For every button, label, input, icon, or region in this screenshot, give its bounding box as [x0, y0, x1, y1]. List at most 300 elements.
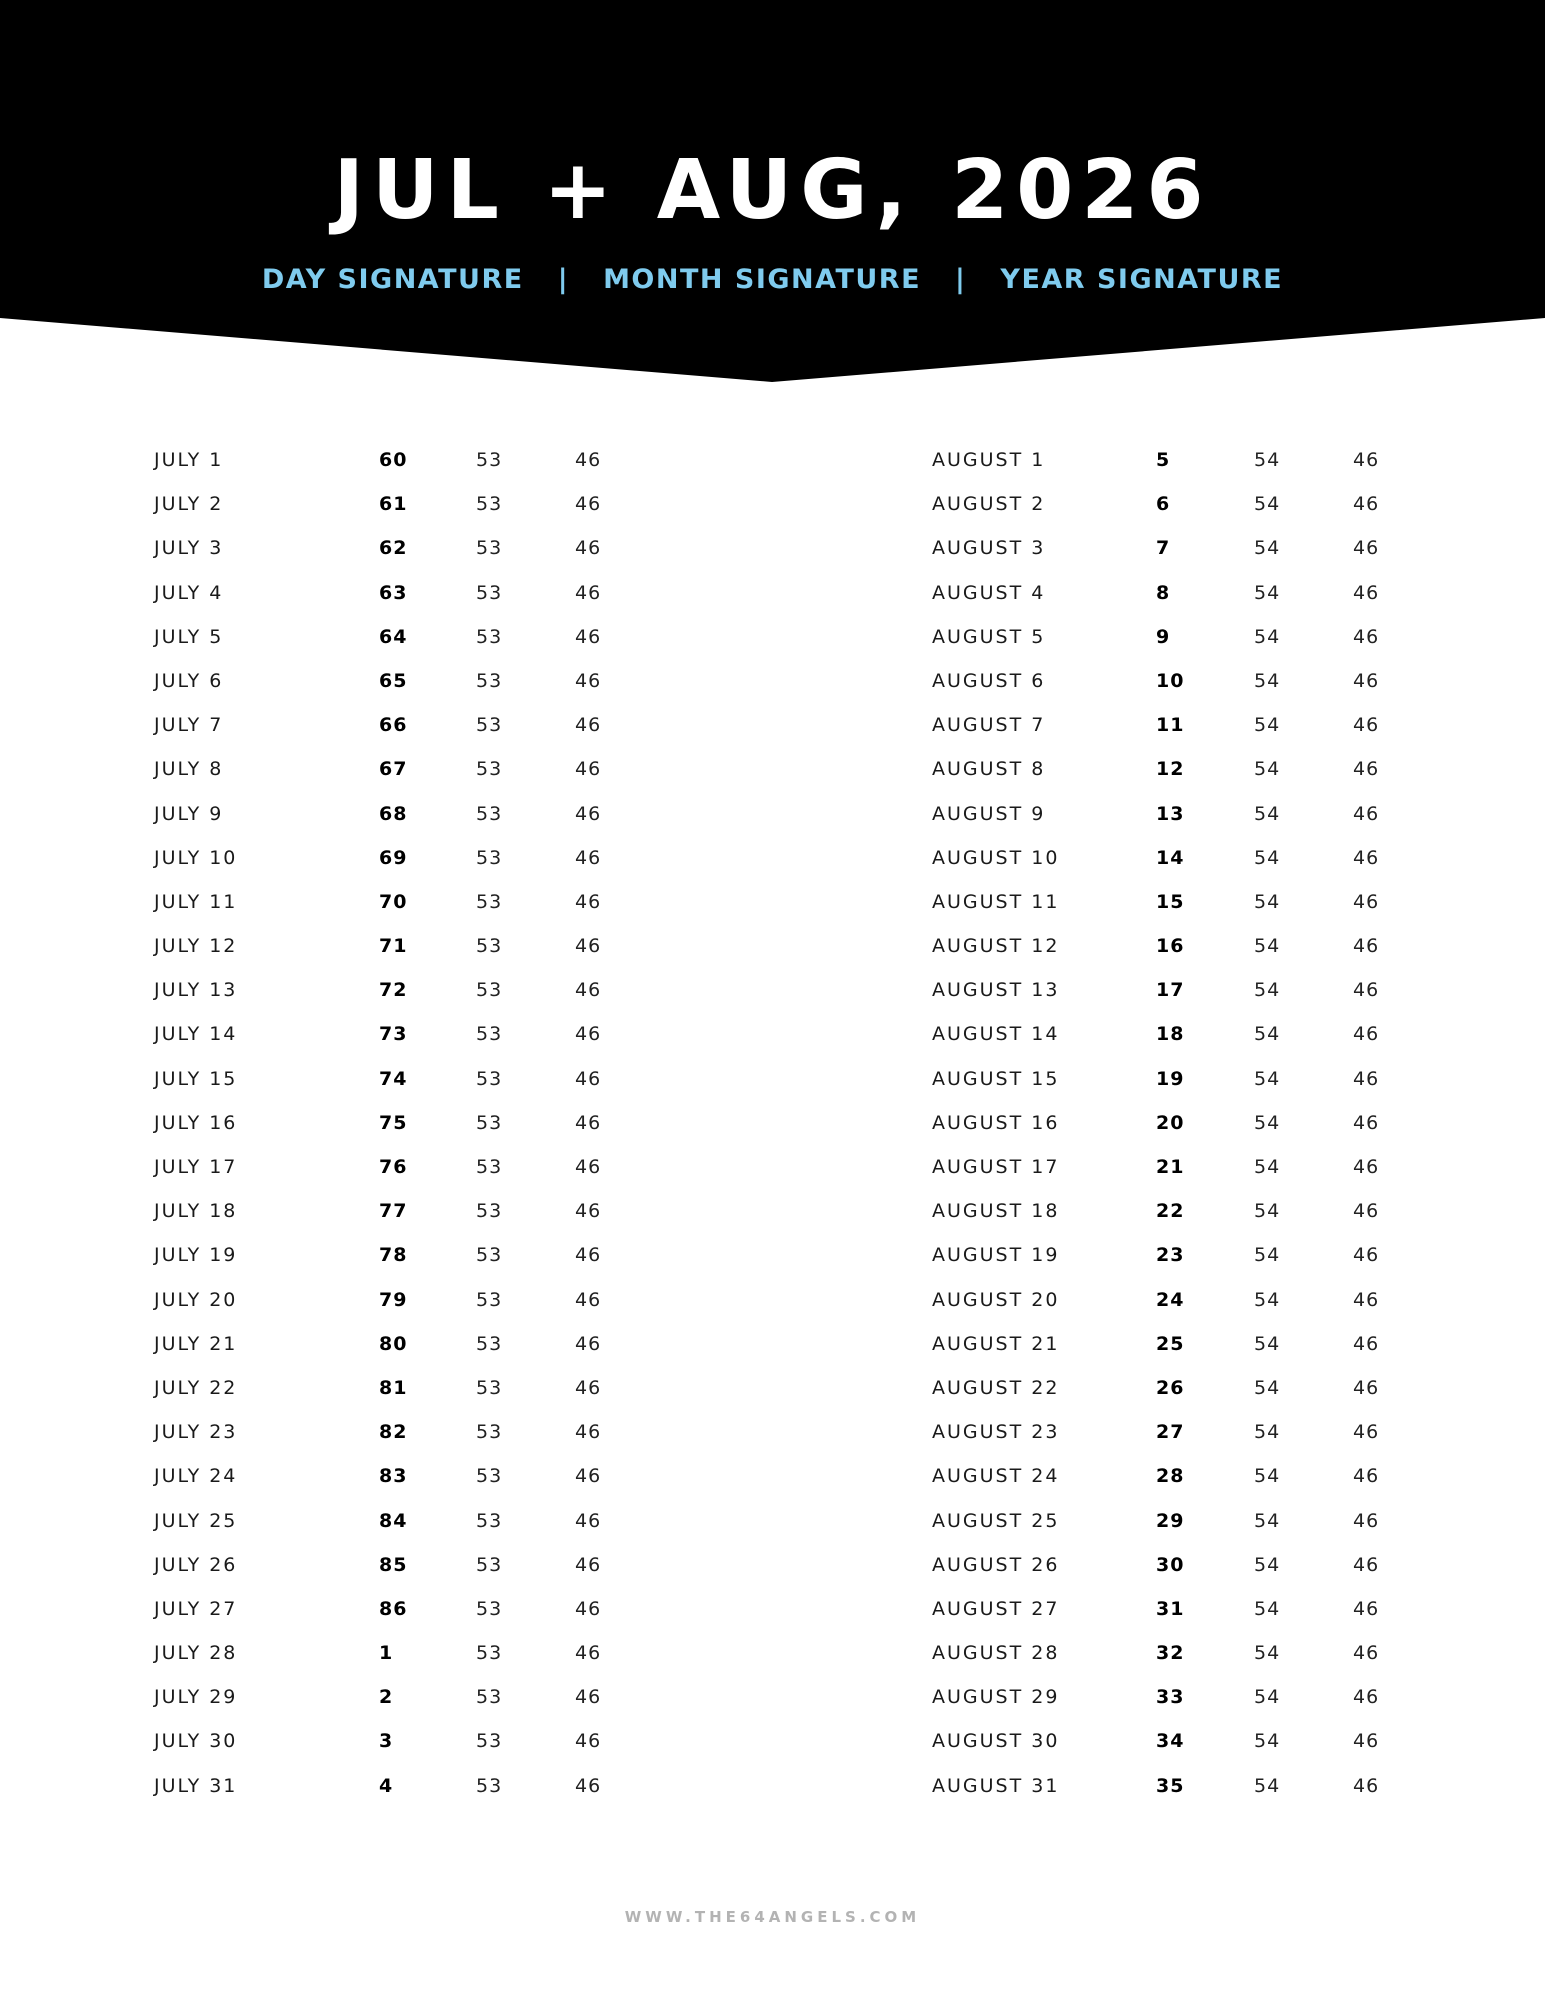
year-signature-value: 46	[1353, 890, 1380, 913]
day-signature-value: 24	[1156, 1288, 1185, 1311]
day-signature-value: 61	[379, 493, 408, 516]
table-row	[154, 1016, 794, 1060]
month-signature-value: 53	[476, 758, 503, 781]
date-label: JULY 25	[154, 1509, 238, 1532]
date-label: AUGUST 1	[932, 449, 1046, 471]
month-signature-value: 54	[1254, 1421, 1281, 1444]
date-label: JULY 28	[154, 1642, 238, 1665]
year-signature-value: 46	[1353, 1686, 1380, 1709]
year-signature-value: 46	[1353, 1774, 1380, 1797]
month-signature-value: 53	[476, 935, 503, 958]
day-signature-value: 32	[1156, 1642, 1185, 1665]
table-row	[154, 663, 794, 707]
table-row	[932, 575, 1545, 619]
year-signature-value: 46	[575, 449, 602, 471]
month-signature-value: 53	[476, 846, 503, 869]
year-signature-value: 46	[1353, 1332, 1380, 1355]
year-signature-value: 46	[575, 935, 602, 958]
day-signature-value: 13	[1156, 802, 1185, 825]
date-label: JULY 8	[154, 758, 224, 781]
date-label: AUGUST 22	[932, 1376, 1060, 1399]
month-signature-value: 53	[476, 1597, 503, 1620]
table-row	[154, 530, 794, 574]
year-signature-value: 46	[1353, 758, 1380, 781]
table-row	[154, 486, 794, 530]
date-label: JULY 2	[154, 493, 224, 516]
date-label: AUGUST 31	[932, 1774, 1060, 1797]
date-label: AUGUST 5	[932, 625, 1046, 648]
year-signature-value: 46	[1353, 1421, 1380, 1444]
legend-separator: |	[955, 264, 967, 295]
month-signature-value: 54	[1254, 1023, 1281, 1046]
day-signature-label: DAY SIGNATURE	[261, 264, 524, 295]
month-signature-value: 54	[1254, 1067, 1281, 1090]
year-signature-value: 46	[575, 846, 602, 869]
year-signature-value: 46	[1353, 625, 1380, 648]
month-signature-value: 53	[476, 1288, 503, 1311]
date-label: AUGUST 26	[932, 1553, 1060, 1576]
table-row	[154, 796, 794, 840]
date-label: JULY 19	[154, 1244, 238, 1267]
month-signature-value: 54	[1254, 1686, 1281, 1709]
table-row	[932, 1016, 1545, 1060]
month-signature-value: 53	[476, 1200, 503, 1223]
month-signature-value: 53	[476, 493, 503, 516]
table-row	[154, 1458, 794, 1502]
date-label: AUGUST 23	[932, 1421, 1060, 1444]
month-signature-value: 54	[1254, 1288, 1281, 1311]
year-signature-value: 46	[575, 1509, 602, 1532]
day-signature-value: 80	[379, 1332, 408, 1355]
date-label: AUGUST 7	[932, 714, 1046, 737]
table-row	[932, 619, 1545, 663]
day-signature-value: 6	[1156, 493, 1171, 516]
day-signature-value: 27	[1156, 1421, 1185, 1444]
date-label: JULY 26	[154, 1553, 238, 1576]
day-signature-value: 15	[1156, 890, 1185, 913]
year-signature-value: 46	[575, 1686, 602, 1709]
date-label: AUGUST 13	[932, 979, 1060, 1002]
date-label: AUGUST 10	[932, 846, 1060, 869]
table-row	[932, 751, 1545, 795]
day-signature-value: 31	[1156, 1597, 1185, 1620]
day-signature-value: 20	[1156, 1111, 1185, 1134]
table-row	[154, 1503, 794, 1547]
table-row	[932, 1326, 1545, 1370]
table-row	[932, 928, 1545, 972]
table-row	[154, 1547, 794, 1591]
day-signature-value: 65	[379, 669, 408, 692]
year-signature-value: 46	[575, 1465, 602, 1488]
day-signature-value: 68	[379, 802, 408, 825]
date-label: AUGUST 4	[932, 581, 1046, 604]
day-signature-value: 71	[379, 935, 408, 958]
year-signature-value: 46	[575, 758, 602, 781]
date-label: JULY 31	[154, 1774, 238, 1797]
day-signature-value: 35	[1156, 1774, 1185, 1797]
month-signature-value: 54	[1254, 758, 1281, 781]
date-label: AUGUST 15	[932, 1067, 1060, 1090]
year-signature-value: 46	[1353, 1288, 1380, 1311]
month-signature-value: 53	[476, 1376, 503, 1399]
date-label: JULY 30	[154, 1730, 238, 1753]
year-signature-value: 46	[575, 493, 602, 516]
column-legend	[0, 266, 1545, 293]
day-signature-value: 75	[379, 1111, 408, 1134]
day-signature-value: 3	[379, 1730, 394, 1753]
table-row	[932, 663, 1545, 707]
day-signature-value: 84	[379, 1509, 408, 1532]
day-signature-value: 78	[379, 1244, 408, 1267]
year-signature-value: 46	[575, 890, 602, 913]
month-signature-value: 54	[1254, 449, 1281, 471]
date-label: AUGUST 27	[932, 1597, 1060, 1620]
year-signature-value: 46	[575, 802, 602, 825]
day-signature-value: 18	[1156, 1023, 1185, 1046]
day-signature-value: 69	[379, 846, 408, 869]
date-label: AUGUST 30	[932, 1730, 1060, 1753]
month-signature-value: 53	[476, 1730, 503, 1753]
day-signature-value: 1	[379, 1642, 394, 1665]
year-signature-label: YEAR SIGNATURE	[1000, 264, 1284, 295]
month-signature-value: 54	[1254, 935, 1281, 958]
date-label: AUGUST 20	[932, 1288, 1060, 1311]
month-signature-value: 54	[1254, 1332, 1281, 1355]
month-signature-value: 54	[1254, 1597, 1281, 1620]
date-label: AUGUST 11	[932, 890, 1060, 913]
table-row	[154, 442, 794, 486]
year-signature-value: 46	[575, 1111, 602, 1134]
year-signature-value: 46	[575, 669, 602, 692]
month-signature-value: 54	[1254, 1774, 1281, 1797]
date-label: AUGUST 28	[932, 1642, 1060, 1665]
month-signature-value: 54	[1254, 581, 1281, 604]
month-signature-value: 54	[1254, 1509, 1281, 1532]
page-title: JUL + AUG, 2026	[333, 143, 1212, 238]
month-signature-value: 54	[1254, 669, 1281, 692]
table-row	[154, 1149, 794, 1193]
year-signature-value: 46	[1353, 802, 1380, 825]
table-row	[932, 1061, 1545, 1105]
year-signature-value: 46	[575, 1730, 602, 1753]
year-signature-value: 46	[1353, 1111, 1380, 1134]
month-signature-value: 54	[1254, 1244, 1281, 1267]
table-row	[154, 1723, 794, 1767]
table-row	[154, 1635, 794, 1679]
table-row	[154, 1326, 794, 1370]
month-signature-value: 54	[1254, 1376, 1281, 1399]
table-row	[154, 1591, 794, 1635]
year-signature-value: 46	[575, 1244, 602, 1267]
table-row	[154, 928, 794, 972]
date-label: JULY 11	[154, 890, 238, 913]
year-signature-value: 46	[1353, 581, 1380, 604]
day-signature-value: 63	[379, 581, 408, 604]
date-label: JULY 27	[154, 1597, 238, 1620]
day-signature-value: 70	[379, 890, 408, 913]
table-row	[932, 1282, 1545, 1326]
day-signature-value: 11	[1156, 714, 1185, 737]
table-row	[932, 486, 1545, 530]
month-signature-value: 54	[1254, 890, 1281, 913]
year-signature-value: 46	[575, 1023, 602, 1046]
month-signature-value: 53	[476, 890, 503, 913]
day-signature-value: 64	[379, 625, 408, 648]
table-row	[932, 1635, 1545, 1679]
month-signature-value: 53	[476, 625, 503, 648]
year-signature-value: 46	[1353, 1509, 1380, 1532]
date-label: AUGUST 25	[932, 1509, 1060, 1532]
table-row	[932, 1723, 1545, 1767]
year-signature-value: 46	[1353, 493, 1380, 516]
year-signature-value: 46	[1353, 1376, 1380, 1399]
table-row	[154, 1370, 794, 1414]
table-row	[932, 1237, 1545, 1281]
table-row	[932, 442, 1545, 486]
date-label: JULY 12	[154, 935, 238, 958]
day-signature-value: 82	[379, 1421, 408, 1444]
day-signature-value: 60	[379, 449, 408, 471]
date-label: JULY 10	[154, 846, 238, 869]
year-signature-value: 46	[1353, 1730, 1380, 1753]
month-signature-value: 53	[476, 537, 503, 560]
year-signature-value: 46	[575, 1156, 602, 1178]
year-signature-value: 46	[1353, 1244, 1380, 1267]
table-row	[932, 1679, 1545, 1723]
day-signature-value: 85	[379, 1553, 408, 1576]
year-signature-value: 46	[575, 1332, 602, 1355]
date-label: JULY 1	[154, 449, 224, 471]
month-signature-value: 53	[476, 1553, 503, 1576]
year-signature-value: 46	[575, 1288, 602, 1311]
date-label: JULY 22	[154, 1376, 238, 1399]
month-signature-value: 54	[1254, 1553, 1281, 1576]
table-row	[154, 1414, 794, 1458]
month-signature-label: MONTH SIGNATURE	[603, 264, 922, 295]
date-label: JULY 7	[154, 714, 224, 737]
month-signature-value: 53	[476, 714, 503, 737]
date-label: AUGUST 3	[932, 537, 1046, 560]
month-signature-value: 54	[1254, 1642, 1281, 1665]
date-label: JULY 4	[154, 581, 224, 604]
year-signature-value: 46	[575, 1642, 602, 1665]
day-signature-value: 74	[379, 1067, 408, 1090]
year-signature-value: 46	[575, 714, 602, 737]
day-signature-value: 79	[379, 1288, 408, 1311]
table-row	[932, 530, 1545, 574]
year-signature-value: 46	[1353, 1553, 1380, 1576]
footer-url: WWW.THE64ANGELS.COM	[624, 1908, 921, 1926]
month-signature-value: 53	[476, 1067, 503, 1090]
july-table	[154, 442, 794, 1812]
day-signature-value: 10	[1156, 669, 1185, 692]
day-signature-value: 9	[1156, 625, 1171, 648]
day-signature-value: 72	[379, 979, 408, 1002]
year-signature-value: 46	[1353, 537, 1380, 560]
day-signature-value: 16	[1156, 935, 1185, 958]
table-row	[154, 1768, 794, 1812]
date-label: AUGUST 12	[932, 935, 1060, 958]
date-label: AUGUST 17	[932, 1156, 1060, 1178]
date-label: JULY 17	[154, 1156, 238, 1178]
date-label: AUGUST 16	[932, 1111, 1060, 1134]
year-signature-value: 46	[575, 581, 602, 604]
day-signature-value: 23	[1156, 1244, 1185, 1267]
table-row	[154, 1193, 794, 1237]
date-label: AUGUST 14	[932, 1023, 1060, 1046]
day-signature-value: 77	[379, 1200, 408, 1223]
year-signature-value: 46	[1353, 1200, 1380, 1223]
month-signature-value: 54	[1254, 1111, 1281, 1134]
year-signature-value: 46	[575, 1376, 602, 1399]
year-signature-value: 46	[575, 1597, 602, 1620]
date-label: JULY 14	[154, 1023, 238, 1046]
table-row	[932, 1503, 1545, 1547]
date-label: AUGUST 9	[932, 802, 1046, 825]
table-row	[154, 840, 794, 884]
table-row	[154, 1061, 794, 1105]
date-label: AUGUST 2	[932, 493, 1046, 516]
date-label: AUGUST 19	[932, 1244, 1060, 1267]
month-signature-value: 54	[1254, 625, 1281, 648]
table-row	[932, 1768, 1545, 1812]
table-row	[932, 1149, 1545, 1193]
day-signature-value: 19	[1156, 1067, 1185, 1090]
month-signature-value: 53	[476, 449, 503, 471]
day-signature-value: 76	[379, 1156, 408, 1178]
date-label: JULY 21	[154, 1332, 238, 1355]
day-signature-value: 66	[379, 714, 408, 737]
month-signature-value: 54	[1254, 1200, 1281, 1223]
year-signature-value: 46	[575, 625, 602, 648]
date-label: AUGUST 6	[932, 669, 1046, 692]
table-row	[154, 1105, 794, 1149]
month-signature-value: 53	[476, 1023, 503, 1046]
table-row	[932, 1105, 1545, 1149]
date-label: JULY 5	[154, 625, 224, 648]
table-row	[154, 751, 794, 795]
day-signature-value: 83	[379, 1465, 408, 1488]
month-signature-value: 53	[476, 1465, 503, 1488]
month-signature-value: 53	[476, 1244, 503, 1267]
month-signature-value: 53	[476, 1332, 503, 1355]
table-row	[932, 972, 1545, 1016]
year-signature-value: 46	[1353, 1465, 1380, 1488]
day-signature-value: 26	[1156, 1376, 1185, 1399]
year-signature-value: 46	[1353, 846, 1380, 869]
year-signature-value: 46	[1353, 449, 1380, 471]
day-signature-value: 17	[1156, 979, 1185, 1002]
year-signature-value: 46	[1353, 1023, 1380, 1046]
year-signature-value: 46	[1353, 1067, 1380, 1090]
table-row	[932, 1591, 1545, 1635]
day-signature-value: 67	[379, 758, 408, 781]
table-row	[154, 619, 794, 663]
year-signature-value: 46	[575, 1553, 602, 1576]
table-row	[154, 1237, 794, 1281]
table-row	[932, 796, 1545, 840]
day-signature-value: 81	[379, 1376, 408, 1399]
day-signature-value: 5	[1156, 449, 1171, 471]
table-row	[932, 1458, 1545, 1502]
date-label: AUGUST 8	[932, 758, 1046, 781]
day-signature-value: 33	[1156, 1686, 1185, 1709]
table-row	[154, 972, 794, 1016]
date-label: JULY 29	[154, 1686, 238, 1709]
month-signature-value: 53	[476, 1156, 503, 1178]
month-signature-value: 53	[476, 1686, 503, 1709]
day-signature-value: 7	[1156, 537, 1171, 560]
table-row	[932, 1547, 1545, 1591]
month-signature-value: 53	[476, 669, 503, 692]
month-signature-value: 54	[1254, 1730, 1281, 1753]
day-signature-value: 28	[1156, 1465, 1185, 1488]
table-row	[932, 707, 1545, 751]
day-signature-value: 12	[1156, 758, 1185, 781]
day-signature-value: 30	[1156, 1553, 1185, 1576]
year-signature-value: 46	[1353, 935, 1380, 958]
year-signature-value: 46	[575, 1200, 602, 1223]
day-signature-value: 29	[1156, 1509, 1185, 1532]
year-signature-value: 46	[575, 1067, 602, 1090]
day-signature-value: 4	[379, 1774, 394, 1797]
month-signature-value: 54	[1254, 1465, 1281, 1488]
day-signature-value: 22	[1156, 1200, 1185, 1223]
table-row	[932, 1414, 1545, 1458]
year-signature-value: 46	[1353, 669, 1380, 692]
year-signature-value: 46	[575, 979, 602, 1002]
date-label: AUGUST 18	[932, 1200, 1060, 1223]
year-signature-value: 46	[575, 1421, 602, 1444]
date-label: JULY 20	[154, 1288, 238, 1311]
august-table	[932, 442, 1545, 1812]
date-label: JULY 6	[154, 669, 224, 692]
month-signature-value: 54	[1254, 979, 1281, 1002]
date-label: JULY 13	[154, 979, 238, 1002]
month-signature-value: 54	[1254, 537, 1281, 560]
month-signature-value: 54	[1254, 1156, 1281, 1178]
date-label: JULY 18	[154, 1200, 238, 1223]
month-signature-value: 54	[1254, 493, 1281, 516]
year-signature-value: 46	[1353, 979, 1380, 1002]
date-label: AUGUST 24	[932, 1465, 1060, 1488]
table-row	[154, 1282, 794, 1326]
year-signature-value: 46	[1353, 1156, 1380, 1178]
table-row	[932, 840, 1545, 884]
month-signature-value: 54	[1254, 714, 1281, 737]
date-label: JULY 15	[154, 1067, 238, 1090]
day-signature-value: 8	[1156, 581, 1171, 604]
month-signature-value: 53	[476, 1509, 503, 1532]
year-signature-value: 46	[575, 537, 602, 560]
date-label: AUGUST 29	[932, 1686, 1060, 1709]
month-signature-value: 53	[476, 979, 503, 1002]
day-signature-value: 62	[379, 537, 408, 560]
day-signature-value: 25	[1156, 1332, 1185, 1355]
table-row	[154, 707, 794, 751]
date-label: JULY 16	[154, 1111, 238, 1134]
day-signature-value: 34	[1156, 1730, 1185, 1753]
table-row	[154, 575, 794, 619]
day-signature-value: 2	[379, 1686, 394, 1709]
date-label: AUGUST 21	[932, 1332, 1060, 1355]
year-signature-value: 46	[1353, 1597, 1380, 1620]
day-signature-value: 73	[379, 1023, 408, 1046]
table-row	[932, 1193, 1545, 1237]
table-row	[154, 1679, 794, 1723]
year-signature-value: 46	[1353, 1642, 1380, 1665]
date-label: JULY 24	[154, 1465, 238, 1488]
